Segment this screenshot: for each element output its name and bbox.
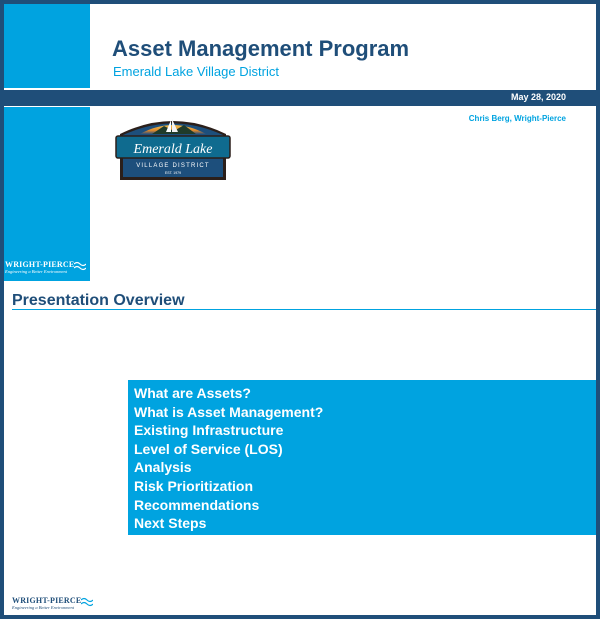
emerald-logo-tagline: VILLAGE DISTRICT: [136, 163, 210, 169]
date-bar: [4, 90, 596, 106]
list-item: What are Assets?: [134, 385, 251, 401]
wp-logo-name: WRIGHT-PIERCE: [12, 596, 82, 605]
list-item: Risk Prioritization: [134, 477, 254, 494]
wave-icon: [74, 261, 86, 271]
list-item: Existing Infrastructure: [134, 422, 284, 439]
slide-title: Asset Management Program: [112, 36, 410, 61]
list-item: What is Asset Management?: [134, 403, 324, 420]
wp-logo-tagline: Engineering a Better Environment: [12, 605, 74, 610]
list-item: Level of Service (LOS): [134, 440, 283, 457]
title-underline: [12, 309, 596, 310]
slide-subtitle: Emerald Lake Village District: [113, 64, 279, 79]
list-item: Recommendations: [134, 496, 260, 513]
presenter-name: Chris Berg, Wright-Pierce: [468, 114, 566, 123]
wp-logo-name: WRIGHT-PIERCE: [5, 260, 75, 269]
list-item: Analysis: [134, 459, 192, 476]
side-accent-block: [4, 107, 90, 281]
title-accent-block: [4, 4, 90, 88]
wp-logo-tagline: Engineering a Better Environment: [5, 269, 67, 274]
wright-pierce-logo-bottom: [12, 596, 81, 610]
list-item: Next Steps: [134, 515, 207, 532]
presentation-date: May 28, 2020: [510, 92, 566, 102]
emerald-lake-logo: [112, 114, 234, 186]
wright-pierce-logo-top: [5, 260, 74, 274]
emerald-logo-name: Emerald Lake: [133, 142, 213, 157]
overview-list: [128, 380, 596, 535]
wave-icon: [81, 597, 93, 607]
overview-title: Presentation Overview: [12, 292, 185, 309]
emerald-logo-est: EST. 1979: [164, 171, 182, 175]
